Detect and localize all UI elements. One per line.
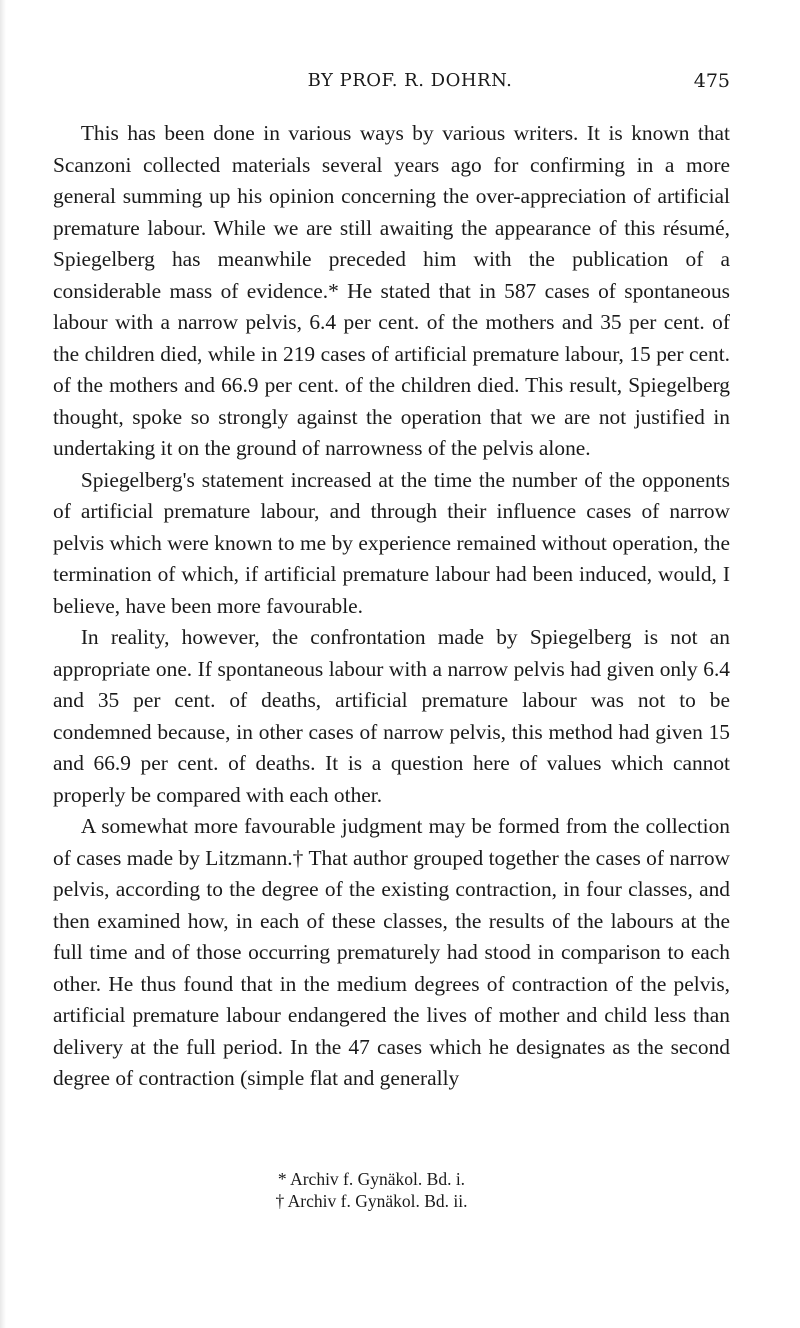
footnote-2: † Archiv f. Gynäkol. Bd. ii. — [275, 1191, 468, 1211]
running-head: BY PROF. R. DOHRN. — [307, 70, 513, 91]
paragraph-1: This has been done in various ways by various writers. It is known that Scanzoni collected materials several years ago for confirming in a more general summing up his opinion concerning the over-appreciation of artificial premature labour. While we are still awaiting the appearance of this résumé, Spiegelberg has meanwhile preceded him with the publication of a considerable mass of evidence.* He stated that in 587 cases of spontaneous labour with a narrow pelvis, 6.4 per cent. of the mothers and 35 per cent. of the children died, while in 219 cases of artificial premature labour, 15 per cent. of the mothers and 66.9 per cent. of the children died. This result, Spiegelberg thought, spoke so strongly against the operation that we are not justified in undertaking it on the ground of narrowness of the pelvis alone. — [53, 121, 730, 460]
body-text — [53, 118, 730, 1095]
paragraph-4: A somewhat more favourable judgment may be formed from the collection of cases made by Litzmann.† That author grouped together the cases of narrow pelvis, according to the degree of the existing contraction, in four classes, and then examined how, in each of these classes, the results of the labours at the full time and of those occurring prematurely had stood in comparison to each other. He thus found that in the medium degrees of contraction of the pelvis, artificial premature labour endangered the lives of mother and child less than delivery at the full period. In the 47 cases which he designates as the second degree of contraction (simple flat and generally — [53, 814, 730, 1090]
paragraph-3: In reality, however, the confrontation made by Spiegelberg is not an appropriate one. If spontaneous labour with a narrow pelvis had given only 6.4 and 35 per cent. of deaths, artificial premature labour was not to be condemned because, in other cases of narrow pelvis, this method had given 15 and 66.9 per cent. of deaths. It is a question here of values which cannot properly be compared with each other. — [53, 625, 730, 807]
footnote-1: * Archiv f. Gynäkol. Bd. i. — [277, 1169, 466, 1189]
page-edge-shadow — [0, 0, 6, 1328]
page-header — [90, 70, 730, 100]
page-number: 475 — [693, 70, 730, 92]
paragraph-2: Spiegelberg's statement increased at the time the number of the opponents of artificial premature labour, and through their influence cases of narrow pelvis which were known to me by experience remained without operation, the termination of which, if artificial premature labour had been induced, would, I believe, have been more favourable. — [53, 467, 730, 618]
footnotes — [53, 1168, 730, 1212]
